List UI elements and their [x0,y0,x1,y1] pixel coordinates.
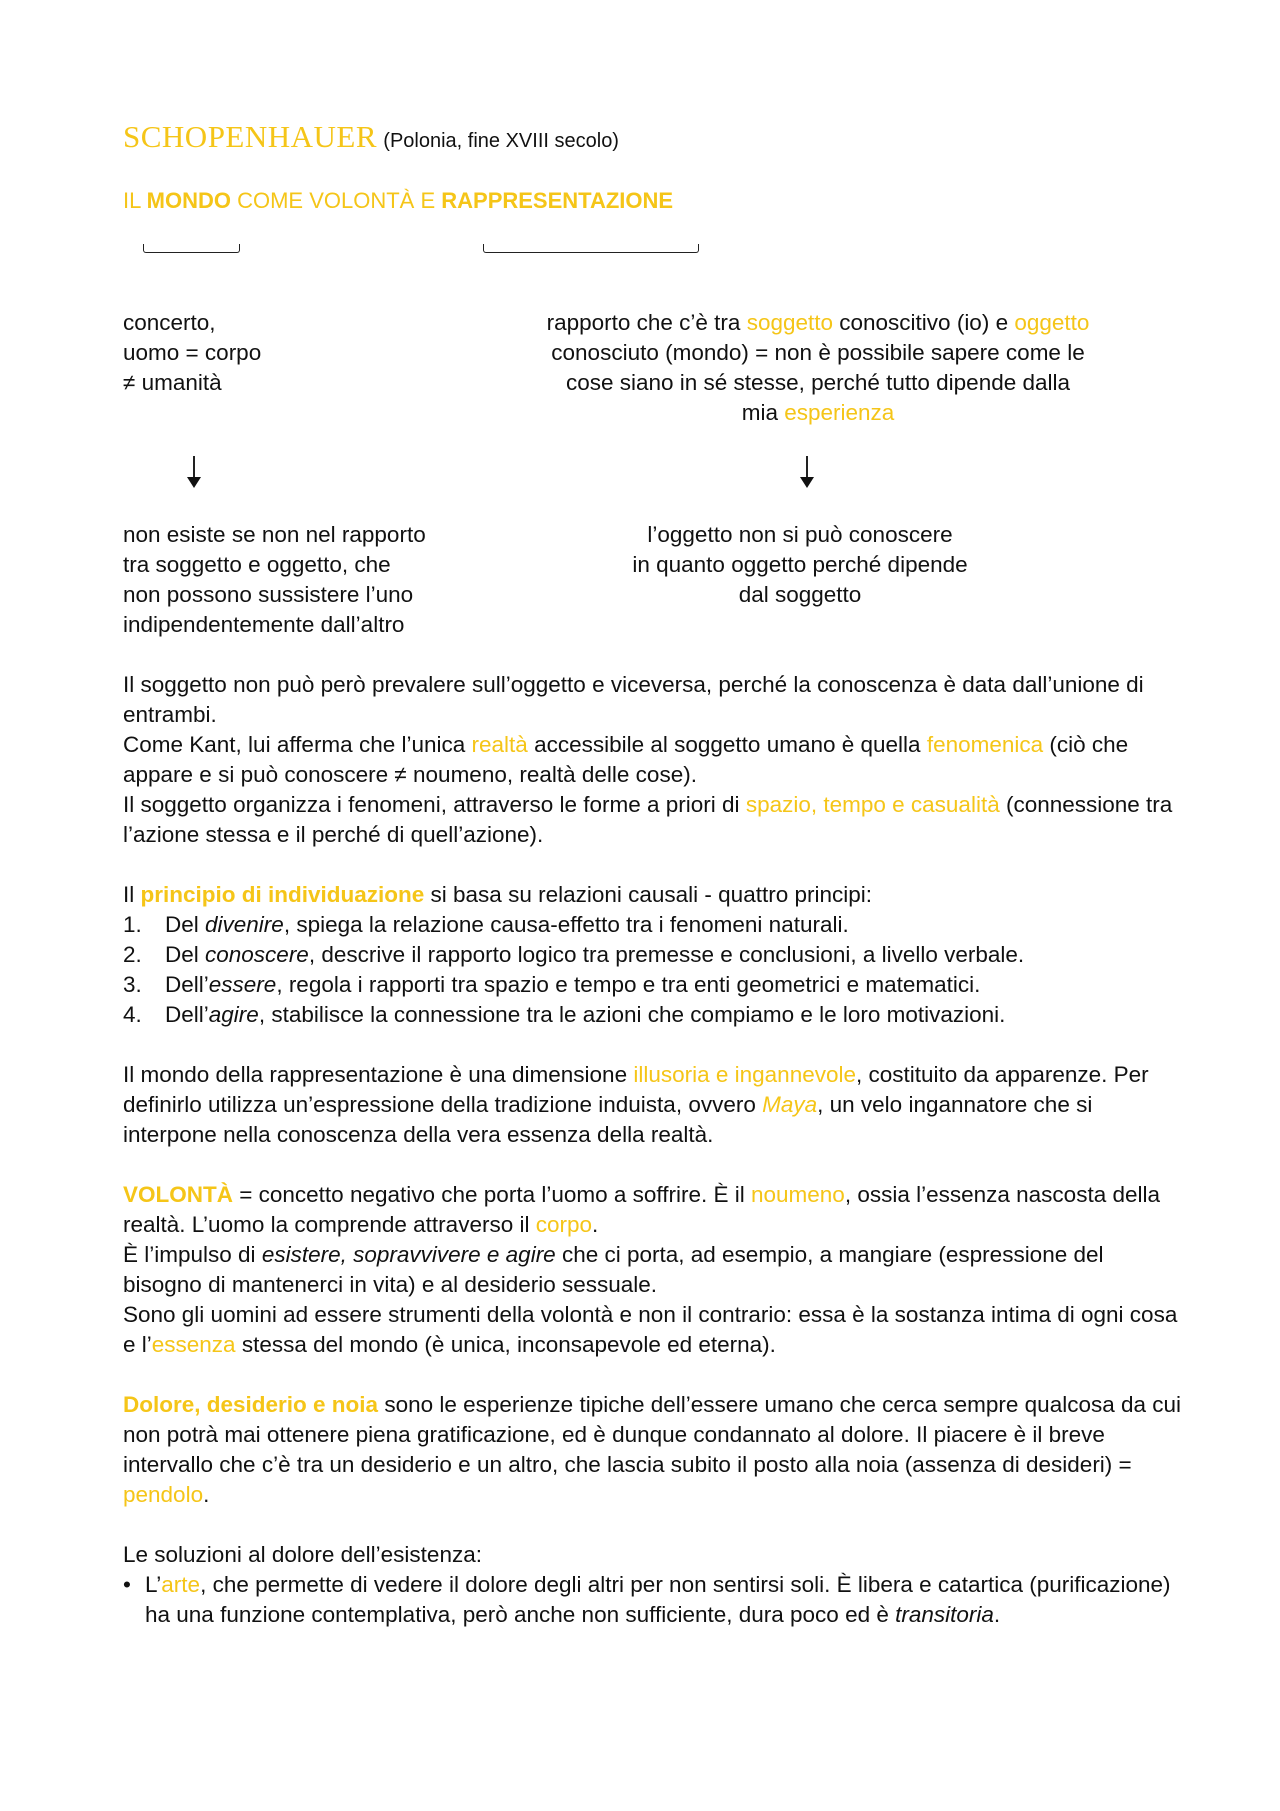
text-span: stessa del mondo (è unica, inconsapevole ed eterna). [235,1332,776,1357]
heading-text: COME VOLONTÀ E [230,188,442,213]
text-span: mia [741,400,785,425]
paragraph-principi [123,880,1183,1030]
heading-text: IL [123,188,147,213]
text-line: concerto, [123,310,216,335]
text-line: dal soggetto [738,582,862,607]
list-number: 3. [123,972,142,997]
highlight-maya: Maya [762,1092,818,1117]
text-span: che ci porta, ad esempio, a mangiare (espressione del bisogno di mantenerci in vita) e al desiderio sessuale. [123,1242,1104,1297]
text-span: Del [165,942,206,967]
text-span: rapporto che c’è tra [546,310,747,335]
text-block [123,1180,1183,1240]
text-span: conoscitivo (io) e [833,310,1015,335]
text-span: accessibile al soggetto umano è quella [527,732,927,757]
text-line [480,398,1156,428]
text-block [123,1240,1183,1300]
paragraph-volonta [123,1180,1183,1360]
bracket-mondo [143,244,240,253]
text-span: L’ [145,1572,162,1597]
text-block [123,1300,1183,1360]
left-column-definition [123,308,261,398]
text-line: non esiste se non nel rapporto [123,522,426,547]
text-block [123,1390,1183,1510]
heading-bold-rappresentazione: RAPPRESENTAZIONE [441,188,674,213]
text-line: l’oggetto non si può conoscere [647,522,953,547]
highlight-realta: realtà [471,732,528,757]
text-span: , spiega la relazione causa-effetto tra i fenomeni naturali. [283,912,849,937]
list-item [123,1000,1183,1030]
text-span: , costituito da apparenze. Per definirlo utilizza un’espressione della tradizione induista, ovvero [123,1062,1149,1117]
text-block [123,1060,1183,1150]
text-line: in quanto oggetto perché dipende [632,552,968,577]
section-heading [123,186,673,216]
text-line: conosciuto (mondo) = non è possibile sapere come le [551,340,1085,365]
paragraph-maya [123,1060,1183,1150]
text-span: . [993,1602,1001,1627]
text-span: , descrive il rapporto logico tra premesse e conclusioni, a livello verbale. [308,942,1025,967]
text-span: È l’impulso di [123,1242,262,1267]
paragraph-soluzioni [123,1540,1183,1630]
highlight-arte: arte [161,1572,201,1597]
text-line: cose siano in sé stesse, perché tutto dipende dalla [565,370,1071,395]
text-span: , stabilisce la connessione tra le azioni che compiamo e le loro motivazioni. [258,1002,1006,1027]
left-column-result [123,520,426,640]
text-italic: agire [208,1002,259,1027]
list-item [123,910,1183,940]
page-title [123,119,619,156]
text-span: Del [165,912,206,937]
list-item [123,940,1183,970]
text-span: (ciò che appare e si può conoscere ≠ noumeno, realtà delle cose). [123,732,1129,787]
highlight-noumeno: noumeno [751,1182,845,1207]
list-number: 1. [123,912,142,937]
text-span: = concetto negativo che porta l’uomo a soffrire. È il [233,1182,751,1207]
text-span: , regola i rapporti tra spazio e tempo e tra enti geometrici e matematici. [276,972,981,997]
text-line [480,308,1156,338]
text-span: si basa su relazioni causali - quattro principi: [424,882,872,907]
text-italic: divenire [205,912,284,937]
text-line: ≠ umanità [123,370,222,395]
highlight-fenomenica: fenomenica [926,732,1044,757]
paragraph-conoscenza [123,670,1183,850]
highlight-soggetto: soggetto [746,310,834,335]
text-span: Il soggetto organizza i fenomeni, attraverso le forme a priori di [123,792,746,817]
principles-list [123,910,1183,1030]
highlight-dolore: Dolore, desiderio e noia [123,1392,379,1417]
highlight-esperienza: esperienza [784,400,895,425]
right-column-result [620,520,980,610]
list-number: 2. [123,942,142,967]
text-span: . [203,1482,210,1507]
highlight-oggetto: oggetto [1014,310,1090,335]
text-span: Sono gli uomini ad essere strumenti della volontà e non il contrario: essa è la sostanza intima di ogni cosa e l’ [123,1302,1178,1357]
right-column-definition [480,308,1156,428]
title-main: SCHOPENHAUER [123,119,378,154]
text-italic: transitoria [895,1602,994,1627]
text-line: Le soluzioni al dolore dell’esistenza: [123,1542,482,1567]
highlight-pendolo: pendolo [123,1482,204,1507]
highlight-essenza: essenza [151,1332,236,1357]
highlight-corpo: corpo [535,1212,593,1237]
list-item [123,1570,1183,1630]
text-line: non possono sussistere l’uno [123,582,414,607]
text-span: Dell’ [165,972,209,997]
list-number: 4. [123,1002,142,1027]
down-arrow-icon [797,456,817,490]
paragraph-dolore [123,1390,1183,1510]
title-subtitle: (Polonia, fine XVIII secolo) [383,130,619,152]
highlight-forme-a-priori: spazio, tempo e casualità [745,792,1000,817]
bracket-rappresentazione [483,244,699,253]
text-line [123,730,1183,790]
text-line: tra soggetto e oggetto, che [123,552,391,577]
bullet-icon: • [123,1572,131,1597]
text-line [123,790,1183,850]
text-line: Il soggetto non può però prevalere sull’oggetto e viceversa, perché la conoscenza è data dall’unione di entrambi. [123,672,1144,727]
text-italic: esistere, sopravvivere e agire [261,1242,556,1267]
down-arrow-icon [184,456,204,490]
text-span: , che permette di vedere il dolore degli altri per non sentirsi soli. È libera e catartica (purificazione) ha una funzione contemplativa, però anche non sufficiente, dura poco ed è [145,1572,1171,1627]
highlight-illusoria: illusoria e ingannevole [633,1062,856,1087]
text-span: Il [123,882,141,907]
text-italic: conoscere [205,942,309,967]
text-span: Come Kant, lui afferma che l’unica [123,732,472,757]
text-span: sono le esperienze tipiche dell’essere umano che cerca sempre qualcosa da cui non potrà mai ottenere piena gratificazione, ed è dunque condannato al dolore. Il piacere è il breve intervallo che c’è tra un desiderio e un altro, che lascia subito il posto alla noia (assenza di desideri) = [123,1392,1182,1477]
text-span: Dell’ [165,1002,209,1027]
text-span: Il mondo della rappresentazione è una dimensione [123,1062,634,1087]
text-span: . [592,1212,599,1237]
highlight-principio: principio di individuazione [140,882,425,907]
text-span: , un velo ingannatore che si interpone nella conoscenza della vera essenza della realtà. [123,1092,1093,1147]
text-span: (connessione tra l’azione stessa e il perché di quell’azione). [123,792,1173,847]
heading-bold-mondo: MONDO [146,188,231,213]
text-italic: essere [208,972,277,997]
list-item [123,970,1183,1000]
text-line: uomo = corpo [123,340,262,365]
text-line [123,880,1183,910]
text-line: indipendentemente dall’altro [123,612,405,637]
highlight-volonta: VOLONTÀ [123,1182,233,1207]
text-span: , ossia l’essenza nascosta della realtà. L’uomo la comprende attraverso il [123,1182,1161,1237]
